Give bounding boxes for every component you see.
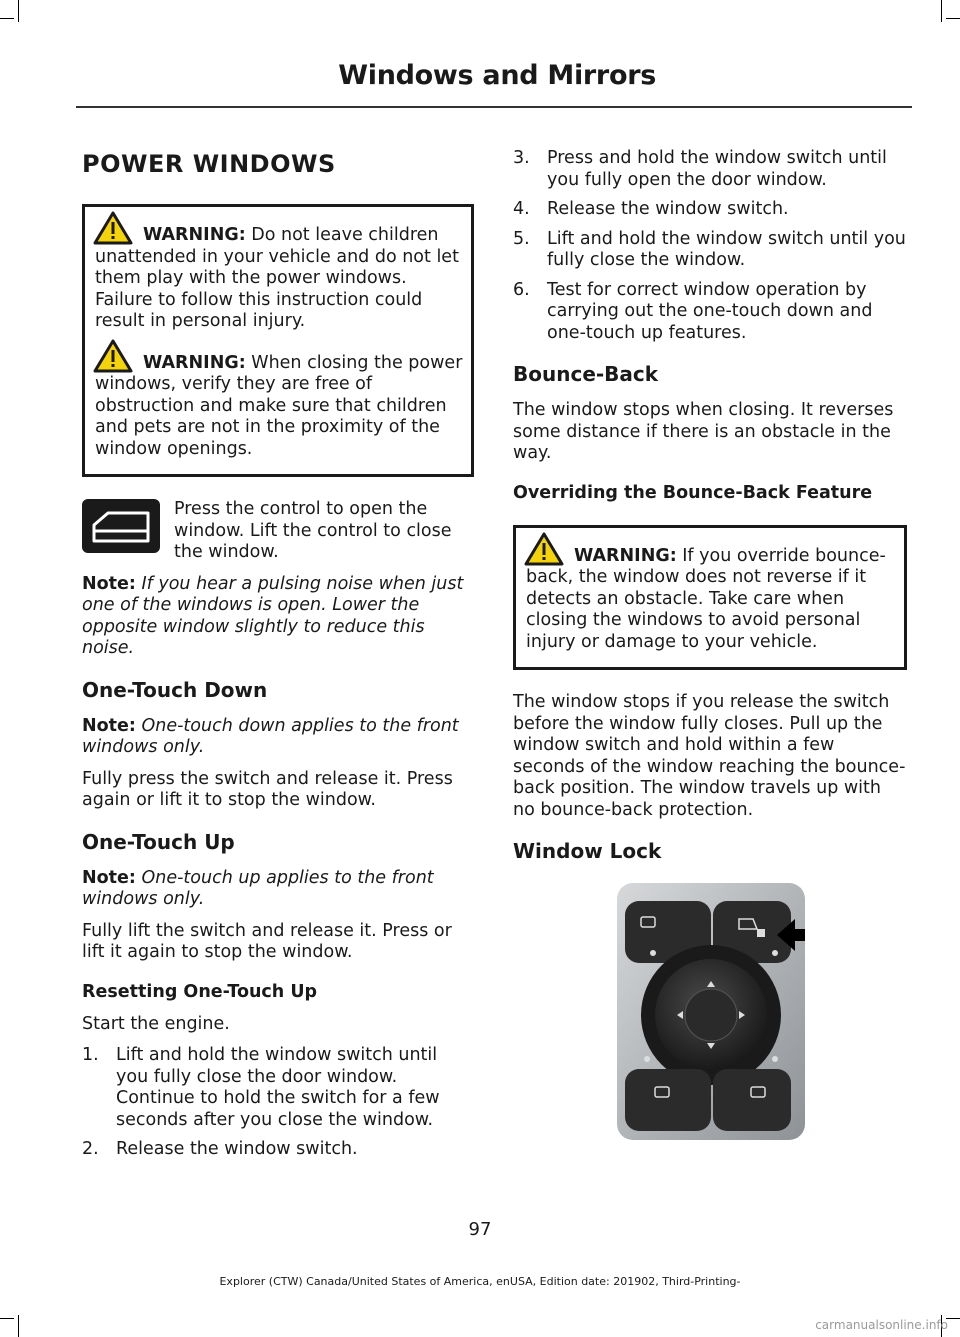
list-item: 5. Lift and hold the window switch until you fully close the window. (513, 228, 906, 270)
warning-text: When closing the power windows, verify they are free of obstruction and make sure that children and pets are not in the proximity of the window openings. (95, 352, 463, 459)
page-number: 97 (468, 1219, 492, 1240)
resetting-heading: Resetting One-Touch Up (82, 981, 318, 1002)
header-rule (76, 106, 912, 108)
one-touch-up-heading: One-Touch Up (82, 829, 235, 854)
one-touch-up-note: Note: One-touch up applies to the front windows only. (82, 867, 434, 909)
list-item: 2. Release the window switch. (82, 1139, 358, 1159)
one-touch-down-note: Note: One-touch down applies to the front windows only. (82, 715, 459, 757)
crop-mark (18, 0, 19, 22)
footer-meta: Explorer (CTW) Canada/United States of America, enUSA, Edition date: 201902, Third-Printing- (219, 1275, 741, 1288)
warning-item (526, 546, 896, 654)
warning-item (95, 225, 463, 333)
window-lock-switch-image (617, 883, 805, 1140)
window-control-text: Press the control to open the window. Lift the control to close the window. (174, 499, 452, 562)
overriding-body: The window stops if you release the switch before the window fully closes. Pull up the window switch and hold within a few seconds of the window reaching the bounce-back position. The window travels up with no bounce-back protection. (513, 692, 906, 820)
warning-label: WARNING: (574, 545, 677, 566)
list-item: 3. Press and hold the window switch until you fully open the door window. (513, 148, 887, 190)
crop-mark (946, 1318, 960, 1319)
warning-box (513, 525, 907, 671)
left-column (82, 140, 474, 1169)
one-touch-up-body: Fully lift the switch and release it. Press or lift it again to stop the window. (82, 920, 452, 962)
warning-label: WARNING: (143, 352, 246, 373)
watermark: carmanualsonline.info (815, 1318, 948, 1332)
warning-triangle-icon (524, 532, 564, 566)
window-control-icon (82, 499, 160, 553)
list-item: 6. Test for correct window operation by carrying out the one-touch down and one-touch up features. (513, 279, 873, 343)
right-column (513, 148, 907, 877)
warning-text: If you override bounce-back, the window does not reverse if it detects an obstacle. Take care when closing the windows to avoid personal injury or damage to your vehicle. (526, 545, 886, 652)
page-header-title: Windows and Mirrors (338, 60, 656, 91)
crop-mark (941, 0, 942, 22)
crop-mark (0, 1318, 14, 1319)
warning-triangle-icon (93, 211, 133, 245)
one-touch-down-heading: One-Touch Down (82, 677, 268, 702)
warning-box (82, 204, 474, 477)
window-control-row (82, 499, 474, 564)
warning-label: WARNING: (143, 225, 246, 245)
note-pulsing-noise: Note: If you hear a pulsing noise when just one of the windows is open. Lower the opposite window slightly to reduce this noise. (82, 573, 464, 658)
overriding-heading: Overriding the Bounce-Back Feature (513, 482, 873, 503)
resetting-steps (82, 1045, 474, 1161)
window-lock-heading: Window Lock (513, 839, 662, 863)
warning-triangle-icon (93, 339, 133, 373)
crop-mark (0, 18, 14, 19)
resetting-intro: Start the engine. (82, 1013, 230, 1034)
warning-text: Do not leave children unattended in your vehicle and do not let them play with the power windows. Failure to follow this instruction could result in personal injury. (95, 225, 459, 331)
warning-item (95, 353, 463, 461)
crop-mark (18, 1315, 19, 1337)
list-item: 1. Lift and hold the window switch until you fully close the door window. Continue to hold the switch for a few seconds after you close the window. (82, 1045, 440, 1130)
bounce-back-heading: Bounce-Back (513, 362, 659, 386)
resetting-steps-continued (513, 148, 907, 344)
one-touch-down-body: Fully press the switch and release it. Press again or lift it to stop the window. (82, 768, 453, 810)
section-title: POWER WINDOWS (82, 150, 336, 178)
bounce-back-body: The window stops when closing. It reverses some distance if there is an obstacle in the way. (513, 400, 894, 463)
list-item: 4. Release the window switch. (513, 199, 789, 219)
crop-mark (946, 18, 960, 19)
